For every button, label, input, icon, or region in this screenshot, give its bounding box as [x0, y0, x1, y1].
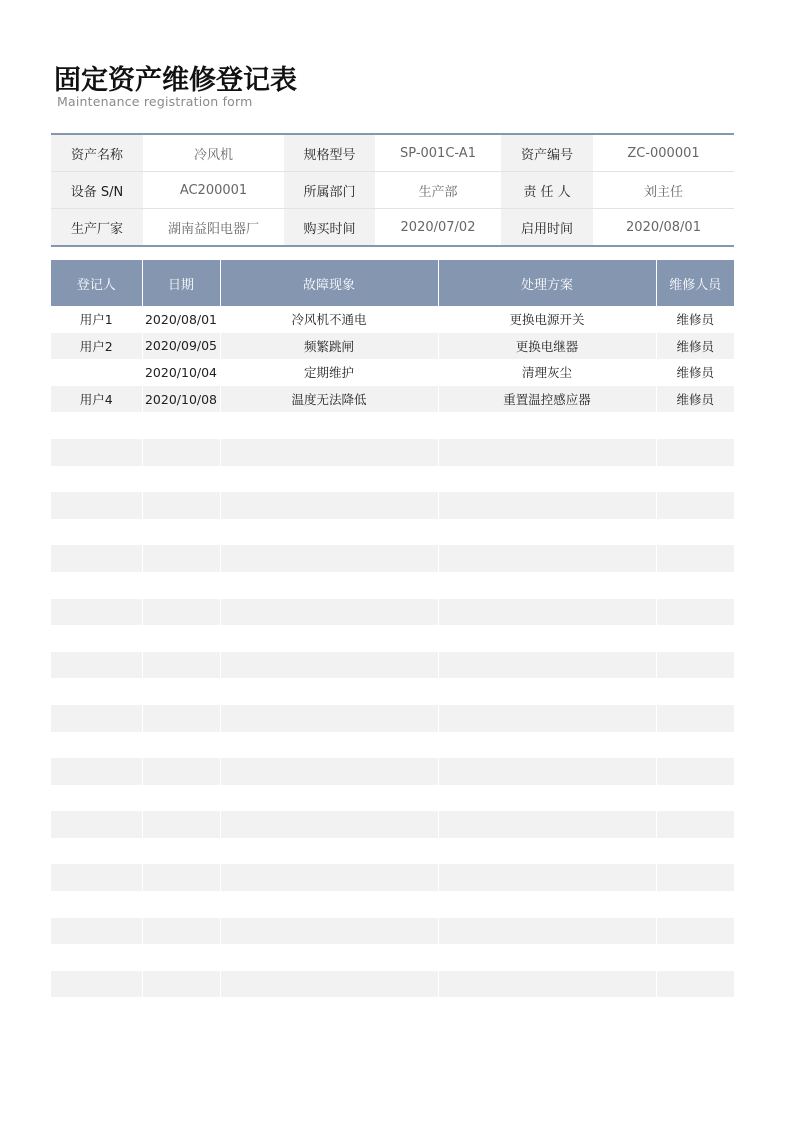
table-cell — [142, 466, 220, 493]
table-row — [51, 864, 734, 891]
table-cell — [656, 466, 734, 493]
table-cell — [220, 785, 438, 812]
table-cell — [656, 625, 734, 652]
table-cell — [438, 811, 656, 838]
info-value: ZC-000001 — [593, 134, 734, 172]
info-label: 生产厂家 — [51, 209, 143, 247]
table-cell — [220, 652, 438, 679]
table-cell — [656, 705, 734, 732]
table-cell — [220, 838, 438, 865]
info-value: 2020/07/02 — [375, 209, 501, 247]
table-row — [51, 785, 734, 812]
table-row — [51, 386, 734, 413]
table-cell — [656, 864, 734, 891]
table-cell — [220, 944, 438, 971]
table-cell — [656, 811, 734, 838]
table-row — [51, 625, 734, 652]
table-row — [51, 572, 734, 599]
table-cell — [656, 944, 734, 971]
table-cell — [142, 492, 220, 519]
table-row — [51, 412, 734, 439]
table-cell — [51, 519, 142, 546]
info-label: 设备 S/N — [51, 172, 143, 209]
info-label: 所属部门 — [284, 172, 375, 209]
table-cell — [438, 412, 656, 439]
table-cell — [51, 758, 142, 785]
table-row — [51, 705, 734, 732]
table-cell — [220, 545, 438, 572]
table-cell — [220, 439, 438, 466]
table-cell — [220, 678, 438, 705]
table-cell — [438, 652, 656, 679]
table-cell — [142, 758, 220, 785]
table-row — [51, 545, 734, 572]
table-cell — [220, 412, 438, 439]
table-cell — [51, 545, 142, 572]
table-cell — [142, 572, 220, 599]
table-cell — [51, 811, 142, 838]
table-cell — [142, 918, 220, 945]
table-cell — [438, 918, 656, 945]
table-cell: 维修员 — [656, 306, 734, 333]
table-row — [51, 519, 734, 546]
table-cell — [142, 599, 220, 626]
asset-info-table — [51, 133, 734, 247]
table-cell — [220, 971, 438, 998]
column-header: 维修人员 — [656, 260, 734, 306]
table-cell: 维修员 — [656, 333, 734, 360]
info-label: 资产编号 — [501, 134, 593, 172]
table-cell — [51, 652, 142, 679]
table-row — [51, 333, 734, 360]
table-cell — [438, 545, 656, 572]
table-row — [51, 306, 734, 333]
table-cell — [220, 705, 438, 732]
table-cell — [142, 944, 220, 971]
table-cell: 温度无法降低 — [220, 386, 438, 413]
table-cell: 2020/10/08 — [142, 386, 220, 413]
table-cell — [142, 732, 220, 759]
info-value: SP-001C-A1 — [375, 134, 501, 172]
table-cell: 2020/10/04 — [142, 359, 220, 386]
table-cell — [51, 492, 142, 519]
table-cell: 用户2 — [51, 333, 142, 360]
table-cell — [220, 891, 438, 918]
table-row — [51, 652, 734, 679]
table-row — [51, 758, 734, 785]
table-cell — [438, 572, 656, 599]
log-header-row — [51, 260, 734, 306]
table-cell: 2020/09/05 — [142, 333, 220, 360]
info-value: AC200001 — [143, 172, 284, 209]
table-cell — [142, 652, 220, 679]
info-value: 冷风机 — [143, 134, 284, 172]
table-cell — [656, 412, 734, 439]
info-label: 资产名称 — [51, 134, 143, 172]
table-cell — [51, 572, 142, 599]
table-cell: 2020/08/01 — [142, 306, 220, 333]
table-cell — [142, 519, 220, 546]
info-row — [51, 172, 734, 209]
info-row — [51, 209, 734, 247]
table-cell — [656, 439, 734, 466]
table-cell — [51, 678, 142, 705]
table-cell — [142, 705, 220, 732]
table-cell — [220, 864, 438, 891]
table-cell — [220, 758, 438, 785]
table-cell — [438, 758, 656, 785]
table-cell — [656, 519, 734, 546]
table-cell — [51, 625, 142, 652]
table-row — [51, 466, 734, 493]
table-cell — [51, 599, 142, 626]
table-cell — [438, 439, 656, 466]
table-row — [51, 359, 734, 386]
table-cell: 维修员 — [656, 359, 734, 386]
table-cell — [51, 412, 142, 439]
table-cell — [438, 785, 656, 812]
table-cell — [51, 864, 142, 891]
column-header: 登记人 — [51, 260, 142, 306]
table-cell — [220, 599, 438, 626]
info-value: 生产部 — [375, 172, 501, 209]
table-row — [51, 678, 734, 705]
table-cell — [656, 678, 734, 705]
table-cell: 用户1 — [51, 306, 142, 333]
table-cell: 更换电源开关 — [438, 306, 656, 333]
table-cell — [51, 838, 142, 865]
table-cell — [220, 811, 438, 838]
table-row — [51, 891, 734, 918]
column-header: 处理方案 — [438, 260, 656, 306]
table-cell: 维修员 — [656, 386, 734, 413]
page-subtitle: Maintenance registration form — [57, 94, 253, 109]
table-cell — [220, 918, 438, 945]
table-cell — [656, 918, 734, 945]
table-cell — [142, 838, 220, 865]
table-cell — [142, 811, 220, 838]
table-cell — [142, 971, 220, 998]
table-cell — [438, 519, 656, 546]
table-row — [51, 971, 734, 998]
info-label: 购买时间 — [284, 209, 375, 247]
info-row — [51, 134, 734, 172]
table-cell: 定期维护 — [220, 359, 438, 386]
info-label: 规格型号 — [284, 134, 375, 172]
table-cell — [51, 971, 142, 998]
table-cell — [656, 732, 734, 759]
table-cell — [656, 492, 734, 519]
table-cell — [51, 785, 142, 812]
table-cell — [438, 838, 656, 865]
page-title: 固定资产维修登记表 — [54, 65, 297, 96]
table-cell — [51, 891, 142, 918]
table-cell — [656, 758, 734, 785]
table-cell: 更换电继器 — [438, 333, 656, 360]
table-cell — [438, 492, 656, 519]
table-row — [51, 492, 734, 519]
info-label: 启用时间 — [501, 209, 593, 247]
table-cell — [438, 891, 656, 918]
table-cell — [656, 971, 734, 998]
table-cell — [656, 838, 734, 865]
table-cell — [438, 971, 656, 998]
table-cell: 冷风机不通电 — [220, 306, 438, 333]
table-cell — [220, 572, 438, 599]
table-row — [51, 918, 734, 945]
table-cell — [220, 492, 438, 519]
table-cell — [142, 785, 220, 812]
table-cell: 用户4 — [51, 386, 142, 413]
table-cell — [142, 678, 220, 705]
table-cell — [142, 412, 220, 439]
table-cell — [438, 678, 656, 705]
column-header: 日期 — [142, 260, 220, 306]
info-value: 2020/08/01 — [593, 209, 734, 247]
column-header: 故障现象 — [220, 260, 438, 306]
maintenance-log-table — [51, 260, 734, 997]
table-cell — [51, 732, 142, 759]
info-value: 刘主任 — [593, 172, 734, 209]
table-cell — [220, 625, 438, 652]
table-cell — [142, 864, 220, 891]
table-cell — [656, 652, 734, 679]
table-cell — [142, 625, 220, 652]
table-cell — [51, 466, 142, 493]
table-cell — [51, 705, 142, 732]
table-cell — [220, 466, 438, 493]
table-cell — [51, 918, 142, 945]
table-cell — [51, 439, 142, 466]
table-cell — [51, 359, 142, 386]
table-row — [51, 811, 734, 838]
table-cell — [438, 944, 656, 971]
table-cell — [438, 705, 656, 732]
table-cell: 重置温控感应器 — [438, 386, 656, 413]
table-cell — [51, 944, 142, 971]
table-cell — [142, 439, 220, 466]
table-row — [51, 838, 734, 865]
table-cell — [656, 572, 734, 599]
info-value: 湖南益阳电器厂 — [143, 209, 284, 247]
table-cell — [656, 545, 734, 572]
info-label: 责 任 人 — [501, 172, 593, 209]
table-cell — [142, 891, 220, 918]
table-cell — [438, 732, 656, 759]
table-cell — [438, 864, 656, 891]
table-row — [51, 944, 734, 971]
table-cell — [220, 732, 438, 759]
table-row — [51, 599, 734, 626]
table-cell — [438, 599, 656, 626]
table-row — [51, 732, 734, 759]
table-cell — [220, 519, 438, 546]
table-cell: 清理灰尘 — [438, 359, 656, 386]
table-cell: 频繁跳闸 — [220, 333, 438, 360]
table-row — [51, 439, 734, 466]
table-cell — [438, 466, 656, 493]
table-cell — [142, 545, 220, 572]
table-cell — [656, 785, 734, 812]
table-cell — [656, 891, 734, 918]
table-cell — [438, 625, 656, 652]
table-cell — [656, 599, 734, 626]
